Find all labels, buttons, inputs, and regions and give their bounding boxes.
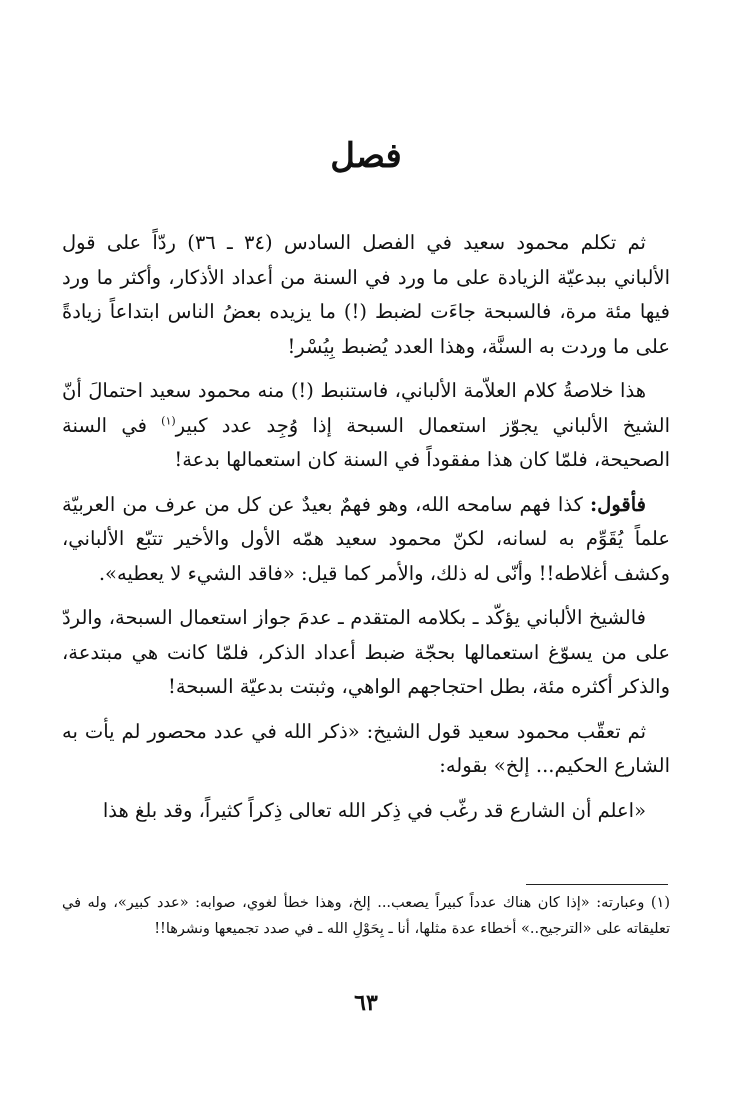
footnotes xyxy=(62,890,670,942)
footnote-reference: (١) xyxy=(161,414,176,427)
paragraph-2-text-before: هذا خلاصةُ كلام العلاّمة الألباني، فاستنبط (!) منه محمود سعيد احتمالَ أنّ الشيخ الألباني يجوّز استعمال السبحة إذا وُجِد عدد كبير xyxy=(62,379,670,437)
paragraph-5 xyxy=(62,715,670,784)
chapter-title: فصل xyxy=(330,136,402,176)
paragraph-1-text: ثم تكلم محمود سعيد في الفصل السادس (٣٤ ـ ٣٦) ردّاً على قول الألباني ببدعيّة الزيادة على ما ورد في السنة من أعداد الأذكار، وأكثر ما ورد فيها مئة مرة، فالسبحة جاءَت لضبط (!) ما يزيده بعضُ الناس ابتداعاً زيادةً على ما وردت به السنَّة، وهذا العدد يُضبط بِيُسْر! xyxy=(62,231,670,358)
body-text xyxy=(62,226,670,838)
paragraph-1 xyxy=(62,226,670,364)
paragraph-3-lead: فأقول: xyxy=(589,492,646,516)
paragraph-3 xyxy=(62,488,670,592)
paragraph-5-text: ثم تعقّب محمود سعيد قول الشيخ: «ذكر الله في عدد محصور لم يأت به الشارع الحكيم... إلخ» بقوله: xyxy=(62,719,670,777)
paragraph-6-text: «اعلم أن الشارع قد رغّب في ذِكر الله تعالى ذِكراً كثيراً، وقد بلغ هذا xyxy=(102,798,646,822)
footnote-divider xyxy=(526,884,668,885)
paragraph-4-text: فالشيخ الألباني يؤكّد ـ بكلامه المتقدم ـ عدمَ جواز استعمال السبحة، والردّ على من يسوّغ استعمالها بحجّة ضبط أعداد الذكر، فلمّا كانت هي مبتدعة، والذكر أكثره مئة، بطل احتجاجهم الواهي، وثبتت بدعيّة السبحة! xyxy=(62,606,670,698)
paragraph-6 xyxy=(62,794,670,829)
footnote-1: (١) وعبارته: «إذا كان هناك عدداً كبيراً يصعب... إلخ، وهذا خطأ لغوي، صوابه: «عدد كبير»، وله في تعليقاته على «الترجيح..» أخطاء عدة مثلها، أنا ـ بِحَوْلِ الله ـ في صدد تجميعها ونشرها!! xyxy=(62,895,670,937)
paragraph-3-text: كذا فهم سامحه الله، وهو فهمٌ بعيدٌ عن كل من عرف من العربيّة علماً يُقَوِّم به لسانه، لكنّ محمود سعيد همّه الأول والأخير تتبّع الألباني، وكشف أغلاطه!! وأنّى له ذلك، والأمر كما قيل: «فاقد الشيء لا يعطيه». xyxy=(62,492,670,585)
paragraph-2-text-after: في السنة الصحيحة، فلمّا كان هذا مفقوداً في السنة كان استعمالها بدعة! xyxy=(62,413,670,471)
paragraph-4 xyxy=(62,601,670,705)
paragraph-2 xyxy=(62,374,670,478)
page-number: ٦٣ xyxy=(354,990,378,1016)
